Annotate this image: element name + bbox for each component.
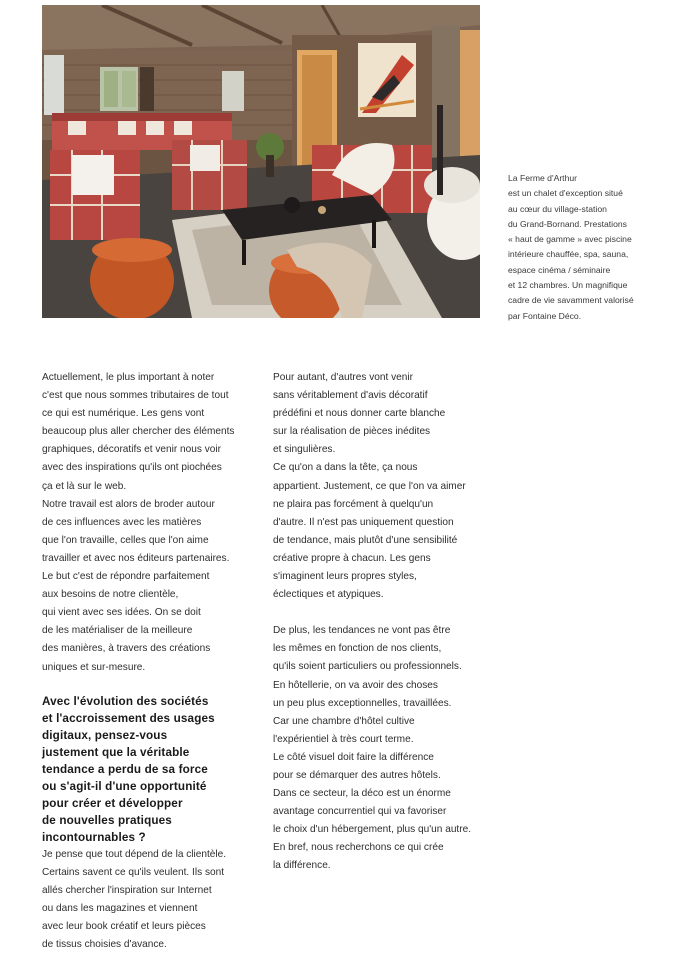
- caption-line: espace cinéma / séminaire: [508, 264, 611, 275]
- text-line: Actuellement, le plus important à noter: [42, 372, 215, 383]
- text-line: En hôtellerie, on va avoir des choses: [273, 679, 438, 691]
- text-line: ce qui est numérique. Les gens vont: [42, 408, 205, 420]
- text-line: Ce qu'on a dans la tête, ça nous: [273, 462, 418, 474]
- text-line: Car une chambre d'hôtel cultive: [273, 715, 415, 727]
- text-line: sans véritablement d'avis décoratif: [273, 390, 428, 402]
- caption-line: est un chalet d'exception situé: [508, 188, 623, 199]
- text-line: créative propre à chacun. Les gens: [273, 552, 431, 564]
- caption-line: intérieure chauffée, spa, sauna,: [508, 249, 629, 260]
- caption-line: au cœur du village-station: [508, 203, 607, 214]
- text-line: s'imaginent leurs propres styles,: [273, 571, 417, 583]
- right-paragraph-1: [273, 369, 513, 604]
- text-line: et singulières.: [273, 444, 336, 456]
- text-line: Notre travail est alors de broder autour: [42, 498, 215, 510]
- text-line: ou dans les magazines et viennent: [42, 902, 198, 914]
- caption-line: et 12 chambres. Un magnifique: [508, 280, 628, 291]
- chalet-living-room-photo: [42, 5, 480, 318]
- text-line: Je pense que tout dépend de la clientèle.: [42, 848, 227, 860]
- left-answer: [42, 846, 282, 954]
- text-line: éclectiques et atypiques.: [273, 589, 384, 601]
- text-line: de les matérialiser de la meilleure: [42, 625, 193, 637]
- text-line: de tissus choisies d'avance.: [42, 939, 167, 951]
- text-line: Le côté visuel doit faire la différence: [273, 751, 434, 763]
- text-line: En bref, nous recherchons ce qui crée: [273, 842, 444, 854]
- text-line: que l'on travaille, celles que l'on aime: [42, 534, 209, 546]
- text-line: pour se démarquer des autres hôtels.: [273, 769, 441, 781]
- text-line: d'autre. Il n'est pas uniquement question: [273, 516, 454, 528]
- text-line: Le but c'est de répondre parfaitement: [42, 571, 210, 583]
- text-line: les mêmes en fonction de nos clients,: [273, 643, 442, 655]
- photo-caption: [508, 171, 678, 324]
- question-line: incontournables ?: [42, 830, 146, 844]
- left-column: [42, 369, 282, 954]
- question-line: de nouvelles pratiques: [42, 813, 172, 827]
- text-line: sur la réalisation de pièces inédites: [273, 426, 431, 438]
- text-line: avec des inspirations qu'ils ont piochées: [42, 462, 222, 474]
- text-line: De plus, les tendances ne vont pas être: [273, 625, 451, 637]
- caption-line: par Fontaine Déco.: [508, 310, 582, 321]
- text-line: de tendance, mais plutôt d'une sensibilité: [273, 534, 458, 546]
- question-line: et l'accroissement des usages: [42, 711, 215, 725]
- text-line: le choix d'un hébergement, plus qu'un autre.: [273, 824, 472, 836]
- caption-line: La Ferme d'Arthur: [508, 173, 577, 183]
- text-line: Pour autant, d'autres vont venir: [273, 372, 413, 383]
- text-line: qu'ils soient particuliers ou professionnels.: [273, 661, 462, 673]
- text-line: aux besoins de notre clientèle,: [42, 589, 179, 601]
- interview-question: [42, 693, 282, 846]
- text-line: un peu plus exceptionnelles, travaillées.: [273, 697, 452, 709]
- question-line: pour créer et développer: [42, 796, 183, 810]
- text-line: beaucoup plus aller chercher des éléments: [42, 426, 235, 438]
- text-line: avantage concurrentiel qui va favoriser: [273, 806, 447, 818]
- text-line: de ces influences avec les matières: [42, 516, 202, 528]
- text-line: qui vient avec ses idées. On se doit: [42, 607, 201, 619]
- text-line: avec leur book créatif et leurs pièces: [42, 920, 206, 932]
- text-line: ça et là sur le web.: [42, 480, 127, 492]
- text-line: appartient. Justement, ce que l'on va aimer: [273, 480, 466, 492]
- text-line: ne plaira pas forcément à quelqu'un: [273, 498, 434, 510]
- text-line: la différence.: [273, 860, 331, 872]
- text-line: Certains savent ce qu'ils veulent. Ils sont: [42, 866, 225, 878]
- right-column: [273, 369, 513, 876]
- text-line: graphiques, décoratifs et venir nous voir: [42, 444, 221, 456]
- question-line: ou s'agit-il d'une opportunité: [42, 779, 207, 793]
- question-line: Avec l'évolution des sociétés: [42, 694, 209, 708]
- left-paragraph-1: [42, 369, 282, 677]
- question-line: justement que la véritable: [42, 745, 190, 759]
- question-line: tendance a perdu de sa force: [42, 762, 208, 776]
- caption-line: du Grand-Bornand. Prestations: [508, 218, 627, 229]
- text-line: des manières, à travers des créations: [42, 643, 211, 655]
- text-line: Dans ce secteur, la déco est un énorme: [273, 788, 451, 800]
- text-line: l'expérientiel à très court terme.: [273, 733, 414, 745]
- caption-line: cadre de vie savamment valorisé: [508, 295, 634, 306]
- question-line: digitaux, pensez-vous: [42, 728, 168, 742]
- text-line: allés chercher l'inspiration sur Internet: [42, 884, 212, 896]
- right-paragraph-2: [273, 622, 513, 875]
- caption-line: « haut de gamme » avec piscine: [508, 234, 632, 245]
- text-line: prédéfini et nous donner carte blanche: [273, 408, 446, 420]
- text-line: uniques et sur-mesure.: [42, 661, 146, 673]
- text-line: c'est que nous sommes tributaires de tout: [42, 390, 229, 402]
- text-line: travailler et avec nos éditeurs partenaires.: [42, 552, 230, 564]
